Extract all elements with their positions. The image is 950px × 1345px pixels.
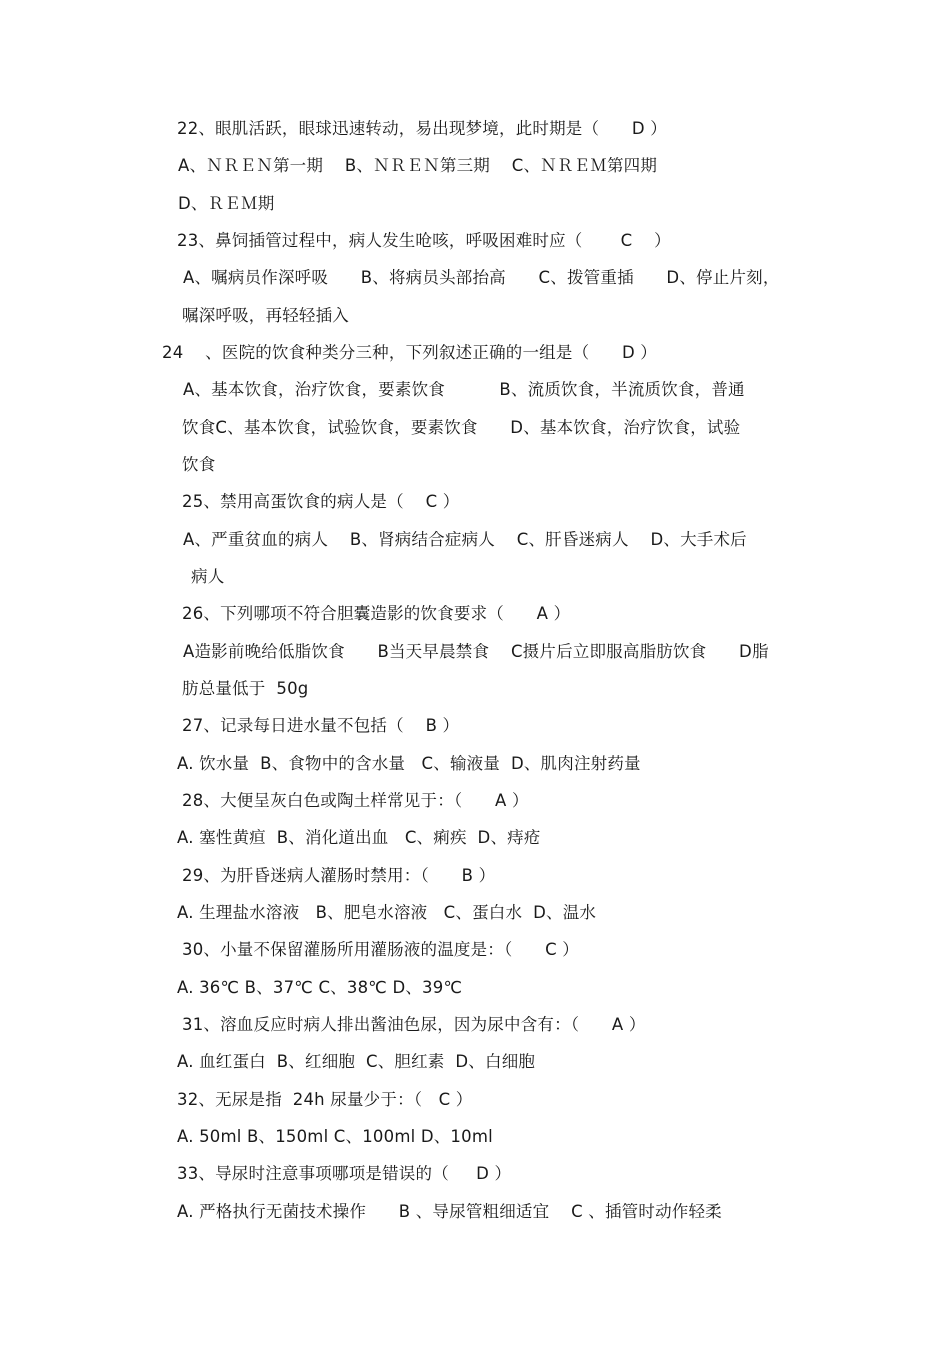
question-29-stem: 29、为肝昏迷病人灌肠时禁用：（ B ）	[182, 866, 496, 885]
question-31-stem: 31、溶血反应时病人排出酱油色尿，因为尿中含有：（ A ）	[182, 1015, 646, 1034]
question-26-options-cont: 肪总量低于 50g	[182, 679, 309, 698]
question-29-options: A. 生理盐水溶液 B、肥皂水溶液 C、蛋白水 D、温水	[177, 903, 597, 922]
question-27-options: A. 饮水量 B、食物中的含水量 C、输液量 D、肌肉注射药量	[177, 754, 641, 773]
question-32-stem: 32、无尿是指 24h 尿量少于：（ C ）	[177, 1090, 473, 1109]
question-24-options-cont: 饮食C、基本饮食，试验饮食，要素饮食 D、基本饮食，治疗饮食，试验	[182, 418, 741, 437]
question-24-options-cont2: 饮食	[182, 455, 216, 474]
question-33-stem: 33、导尿时注意事项哪项是错误的（ D ）	[177, 1164, 512, 1183]
question-26-options: A造影前晚给低脂饮食 B当天早晨禁食 C摄片后立即服高脂肪饮食 D脂	[183, 642, 769, 661]
question-22-stem: 22、眼肌活跃，眼球迅速转动，易出现梦境，此时期是（ D ）	[177, 119, 667, 138]
question-25-options: A、严重贫血的病人 B、肾病结合症病人 C、肝昏迷病人 D、大手术后	[183, 530, 747, 549]
question-31-options: A. 血红蛋白 B、红细胞 C、胆红素 D、白细胞	[177, 1052, 536, 1071]
question-26-stem: 26、下列哪项不符合胆囊造影的饮食要求（ A ）	[182, 604, 571, 623]
question-23-options-cont: 嘱深呼吸，再轻轻插入	[182, 306, 349, 325]
question-30-stem: 30、小量不保留灌肠所用灌肠液的温度是：（ C ）	[182, 940, 579, 959]
question-28-options: A. 塞性黄疸 B、消化道出血 C、痢疾 D、痔疮	[177, 828, 541, 847]
question-33-options: A. 严格执行无菌技术操作 B 、导尿管粗细适宜 C 、插管时动作轻柔	[177, 1202, 722, 1221]
question-22-options-cont: D、ＲＥＭ期	[178, 194, 275, 213]
question-23-options: A、嘱病员作深呼吸 B、将病员头部抬高 C、拨管重插 D、停止片刻，	[183, 268, 780, 287]
question-22-options: A、ＮＲＥＮ第一期 B、ＮＲＥＮ第三期 C、ＮＲＥＭ第四期	[178, 156, 658, 175]
question-30-options: A. 36℃ B、37℃ C、38℃ D、39℃	[177, 978, 463, 997]
question-24-stem: 24 、医院的饮食种类分三种，下列叙述正确的一组是（ D ）	[162, 343, 657, 362]
question-25-options-cont: 病人	[191, 567, 225, 586]
question-32-options: A. 50ml B、150ml C、100ml D、10ml	[177, 1127, 493, 1146]
question-28-stem: 28、大便呈灰白色或陶土样常见于：（ A ）	[182, 791, 529, 810]
question-27-stem: 27、记录每日进水量不包括（ B ）	[182, 716, 460, 735]
question-24-options: A、基本饮食，治疗饮食，要素饮食 B、流质饮食，半流质饮食，普通	[183, 380, 745, 399]
question-25-stem: 25、禁用高蛋饮食的病人是（ C ）	[182, 492, 460, 511]
question-23-stem: 23、鼻饲插管过程中，病人发生呛咳，呼吸困难时应（ C ）	[177, 231, 671, 250]
